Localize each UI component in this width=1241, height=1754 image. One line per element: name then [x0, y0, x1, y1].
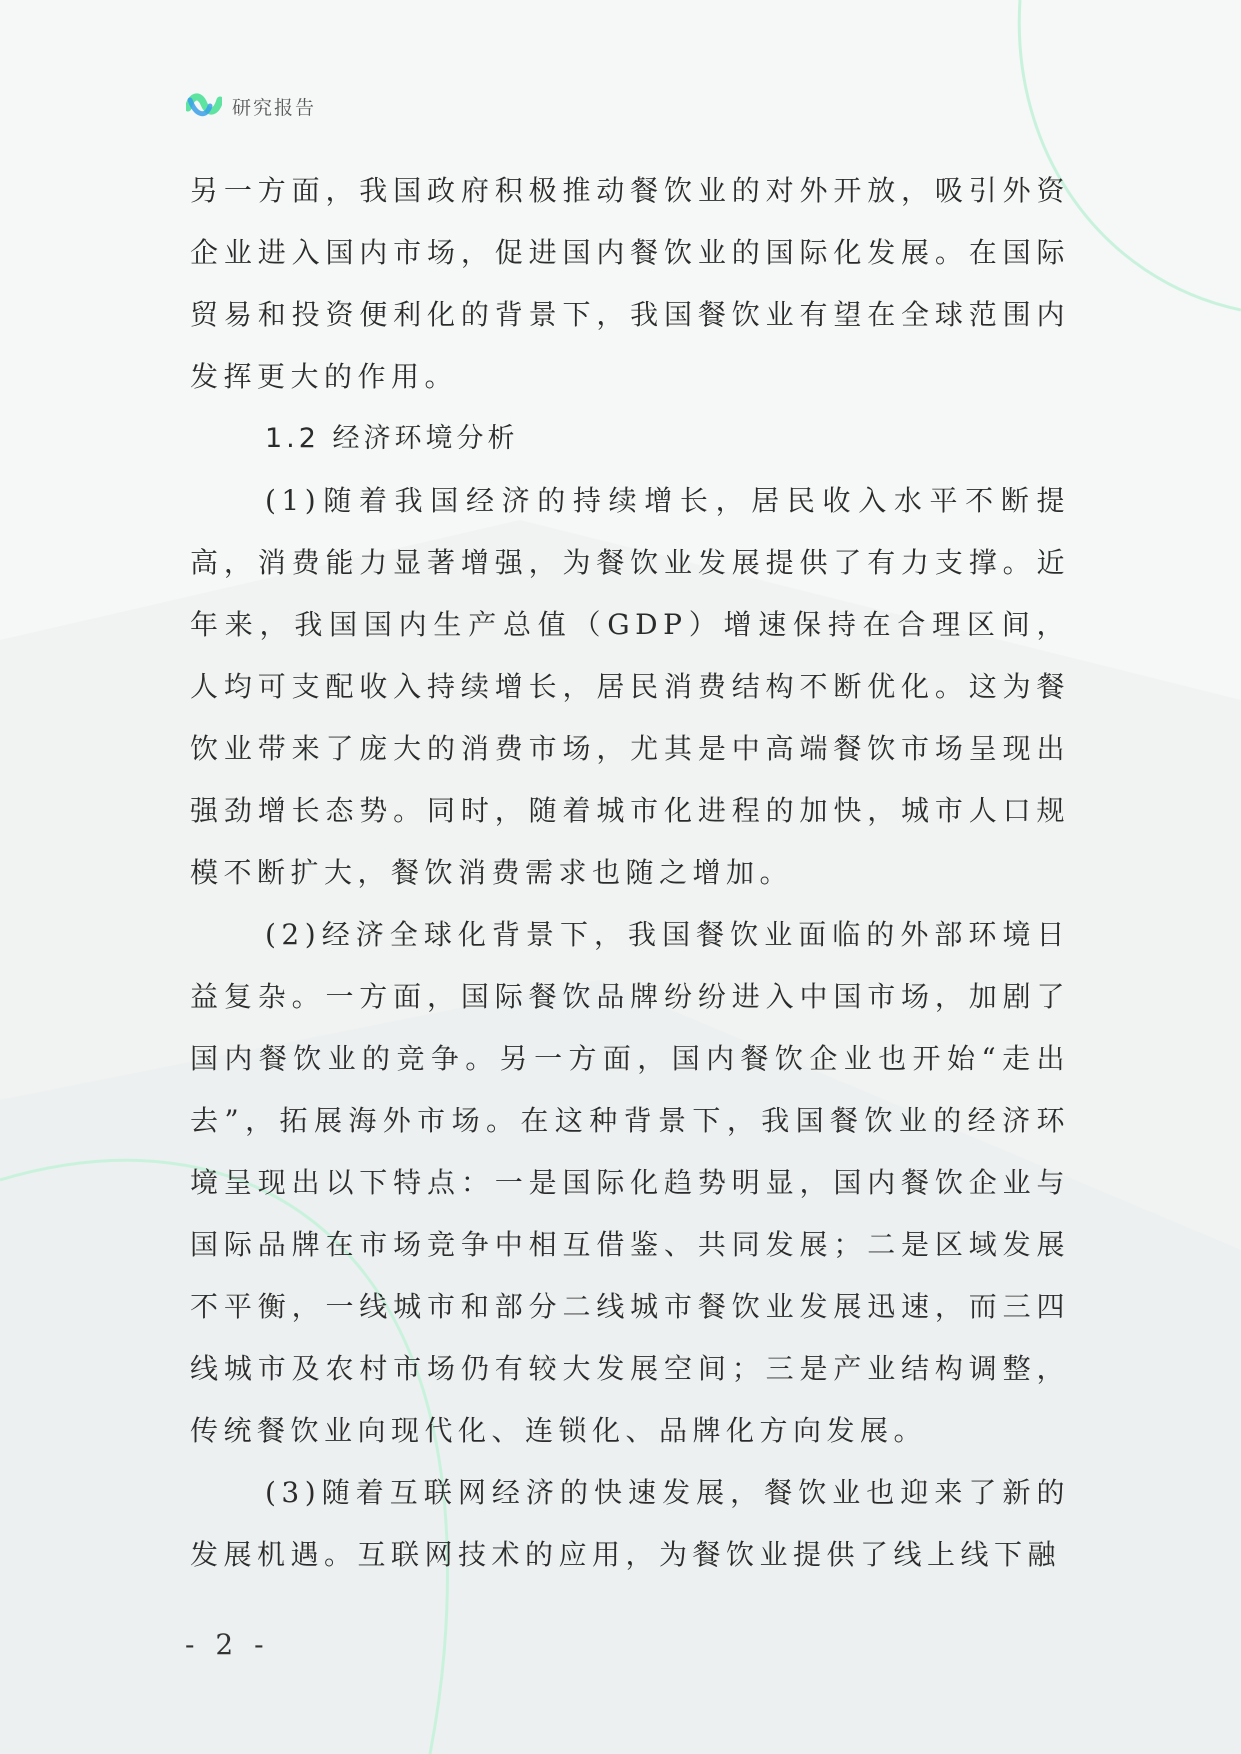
header-title: 研究报告 — [232, 96, 317, 119]
paragraph-1: (1)随着我国经济的持续增长，居民收入水平不断提高，消费能力显著增强，为餐饮业发展提供了有力支撑。近年来，我国国内生产总值（GDP）增速保持在合理区间，人均可支配收入持续增长，居民消费结构不断优化。这为餐饮业带来了庞大的消费市场，尤其是中高端餐饮市场呈现出强劲增长态势。同时，随着城市化进程的加快，城市人口规模不断扩大，餐饮消费需求也随之增加。 — [190, 484, 1070, 889]
section-heading: 1.2 经济环境分析 — [265, 423, 519, 454]
page-header — [186, 88, 316, 124]
paragraph-3: (3)随着互联网经济的快速发展，餐饮业也迎来了新的发展机遇。互联网技术的应用，为餐饮业提供了线上线下融 — [190, 1476, 1070, 1571]
paragraph-2: (2)经济全球化背景下，我国餐饮业面临的外部环境日益复杂。一方面，国际餐饮品牌纷纷进入中国市场，加剧了国内餐饮业的竞争。另一方面，国内餐饮企业也开始“走出去”，拓展海外市场。在这种背景下，我国餐饮业的经济环境呈现出以下特点：一是国际化趋势明显，国内餐饮企业与国际品牌在市场竞争中相互借鉴、共同发展；二是区域发展不平衡，一线城市和部分二线城市餐饮业发展迅速，而三四线城市及农村市场仍有较大发展空间；三是产业结构调整，传统餐饮业向现代化、连锁化、品牌化方向发展。 — [190, 918, 1070, 1447]
document-body — [190, 160, 1070, 1586]
page-number: - 2 - — [185, 1628, 270, 1661]
report-logo-icon — [186, 90, 222, 122]
paragraph-continued: 另一方面，我国政府积极推动餐饮业的对外开放，吸引外资企业进入国内市场，促进国内餐饮业的国际化发展。在国际贸易和投资便利化的背景下，我国餐饮业有望在全球范围内发挥更大的作用。 — [190, 174, 1070, 393]
